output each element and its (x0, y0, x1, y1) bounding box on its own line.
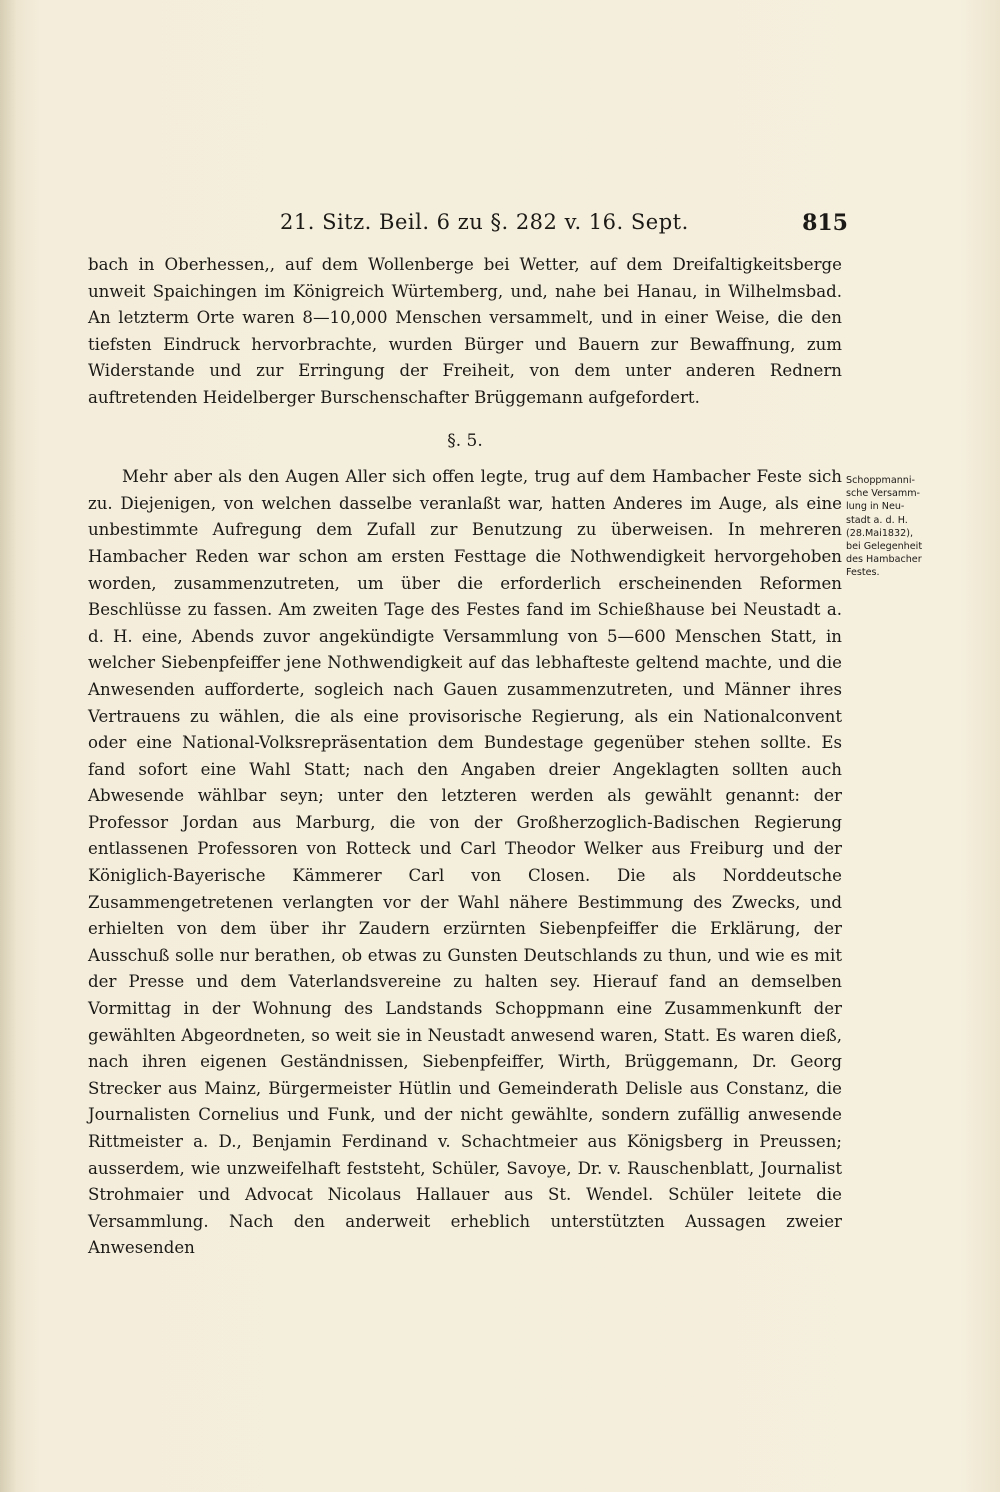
margin-note-line: sche Versamm- (846, 488, 920, 500)
margin-note (846, 474, 938, 580)
margin-note-line: des Hambacher (846, 554, 922, 566)
running-title: 21. Sitz. Beil. 6 zu §. 282 v. 16. Sept. (280, 210, 689, 234)
page-number: 815 (802, 210, 848, 236)
page-header (280, 210, 848, 244)
margin-note-line: stadt a. d. H. (846, 514, 908, 526)
margin-note-line: Schoppmanni- (846, 475, 916, 486)
page-body (88, 252, 842, 1262)
page-binding-edge (0, 0, 16, 1492)
section-heading: §. 5. (447, 430, 483, 451)
margin-note-line: lung in Neu- (846, 501, 905, 513)
margin-note-line: bei Gelegenheit (846, 541, 923, 553)
paragraph-1: bach in Oberhessen,, auf dem Wollenberge bei Wetter, auf dem Dreifaltigkeitsberge unweit Spaichingen im Königreich Würtemberg, und, nahe bei Hanau, in Wilhelmsbad. An letzterm Orte waren 8—10,000 Menschen versammelt, und in einer Weise, die den tiefsten Eindruck hervorbrachte, wurden Bürger und Bauern zur Bewaffnung, zum Widerstande und zur Erringung der Freiheit, von dem unter anderen Rednern auftretenden Heidelberger Burschenschafter Brüggemann aufgefordert. (88, 255, 842, 407)
paragraph-2: Mehr aber als den Augen Aller sich offen legte, trug auf dem Hambacher Feste sich zu. Diejenigen, von welchen dasselbe veranlaßt war, hatten Anderes im Auge, als eine unbestimmte Aufregung dem Zufall zur Benutzung zu überweisen. In mehreren Hambacher Reden war schon am ersten Festtage die Nothwendigkeit hervorgehoben worden, zusammenzutreten, um über die erforderlich erscheinenden Reformen Beschlüsse zu fassen. Am zweiten Tage des Festes fand im Schießhause bei Neustadt a. d. H. eine, Abends zuvor angekündigte Versammlung von 5—600 Menschen Statt, in welcher Siebenpfeiffer jene Nothwendigkeit auf das lebhafteste geltend machte, und die Anwesenden aufforderte, sogleich nach Gauen zusammenzutreten, und Männer ihres Vertrauens zu wählen, die als eine provisorische Regierung, als ein Nationalconvent oder eine National-Volksrepräsentation dem Bundestage gegenüber stehen sollte. Es fand sofort eine Wahl Statt; nach den Angaben dreier Angeklagten sollten auch Abwesende wählbar seyn; unter den letzteren werden als gewählt genannt: der Professor Jordan aus Marburg, die von der Großherzoglich-Badischen Regierung entlassenen Professoren von Rotteck und Carl Theodor Welker aus Freiburg und der Königlich-Bayerische Kämmerer Carl von Closen. Die als Norddeutsche Zusammengetretenen verlangten vor der Wahl nähere Bestimmung des Zwecks, und erhielten von dem über ihr Zaudern erzürnten Siebenpfeiffer die Erklärung, der Ausschuß solle nur berathen, ob etwas zu Gunsten Deutschlands zu thun, und wie es mit der Presse und dem Vaterlandsvereine zu halten sey. Hierauf fand an demselben Vormittag in der Wohnung des Landstands Schoppmann eine Zusammenkunft der gewählten Abgeordneten, so weit sie in Neustadt anwesend waren, Statt. Es waren dieß, nach ihren eigenen Geständnissen, Siebenpfeiffer, Wirth, Brüggemann, Dr. Georg Strecker aus Mainz, Bürgermeister Hütlin und Gemeinderath Delisle aus Constanz, die Journalisten Cornelius und Funk, und der nicht gewählte, sondern zufällig anwesende Rittmeister a. D., Benjamin Ferdinand v. Schachtmeier aus Königsberg in Preussen; ausserdem, wie unzweifelhaft feststeht, Schüler, Savoye, Dr. v. Rauschenblatt, Journalist Strohmaier und Advocat Nicolaus Hallauer aus St. Wendel. Schüler leitete die Versammlung. Nach den anderweit erheblich unterstützten Aussagen zweier Anwesenden (88, 467, 842, 1258)
margin-note-line: (28.Mai1832), (846, 527, 914, 539)
margin-note-line: Festes. (846, 567, 880, 579)
